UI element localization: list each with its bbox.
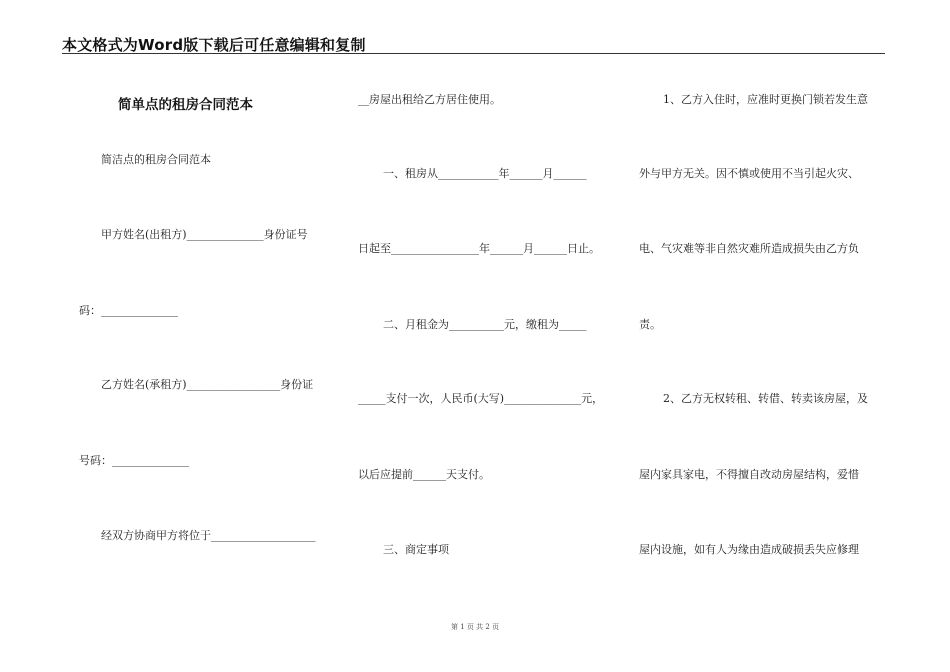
- text-line: 2、乙方无权转租、转借、转卖该房屋，及: [663, 392, 868, 405]
- text-line: __房屋出租给乙方居住使用。: [358, 93, 501, 106]
- text-line: 经双方协商甲方将位于___________________: [101, 529, 316, 542]
- text-line: 以后应提前______天支付。: [358, 468, 490, 481]
- text-line: 责。: [639, 318, 661, 331]
- document-header: 本文格式为Word版下载后可任意编辑和复制: [62, 36, 366, 54]
- text-line: _____支付一次，人民币(大写)______________元，: [358, 392, 604, 405]
- text-line: 二、月租金为__________元，缴租为_____: [383, 318, 587, 331]
- text-line: 外与甲方无关。因不慎或使用不当引起火灾、: [639, 167, 859, 180]
- text-line: 甲方姓名(出租方)______________身份证号: [101, 228, 308, 241]
- document-title: 简单点的租房合同范本: [118, 97, 253, 113]
- text-line: 码：______________: [79, 304, 178, 317]
- text-line: 一、租房从___________年______月______: [383, 167, 587, 180]
- text-line: 屋内设施，如有人为缘由造成破损丢失应修理: [639, 543, 859, 556]
- text-line: 简洁点的租房合同范本: [101, 153, 211, 166]
- text-line: 屋内家具家电，不得擅自改动房屋结构，爱惜: [639, 468, 859, 481]
- text-line: 日起至________________年______月______日止。: [358, 242, 600, 255]
- text-line: 三、商定事项: [383, 543, 449, 556]
- header-divider: [62, 53, 885, 54]
- text-line: 1、乙方入住时，应准时更换门锁若发生意: [663, 93, 868, 106]
- page-number: 第 1 页 共 2 页: [450, 623, 500, 631]
- text-line: 乙方姓名(承租方)_________________身份证: [101, 378, 314, 391]
- text-line: 电、气灾难等非自然灾难所造成损失由乙方负: [639, 242, 859, 255]
- text-line: 号码：______________: [79, 454, 189, 467]
